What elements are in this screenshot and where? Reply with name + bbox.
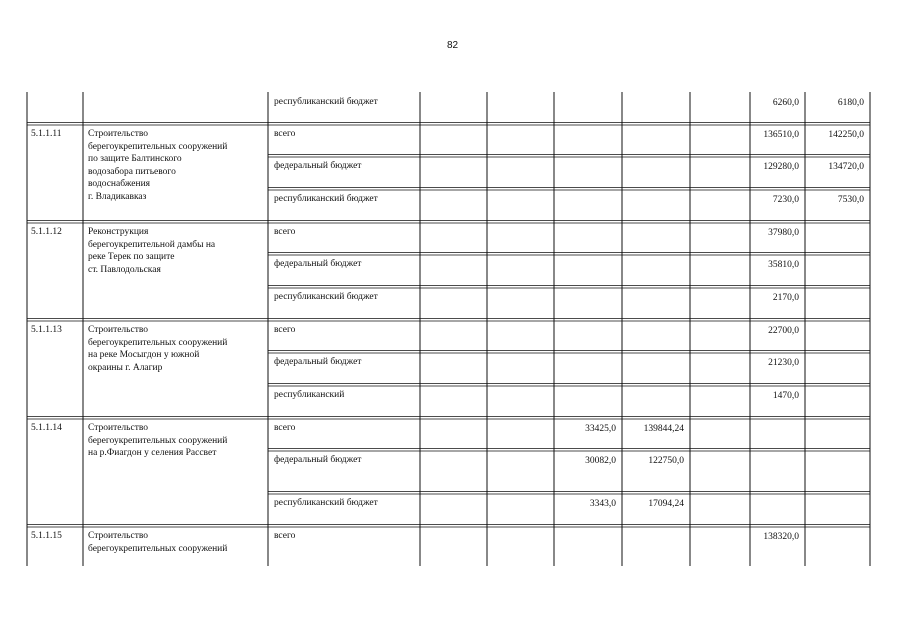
funding-source: республиканский бюджет xyxy=(274,194,378,204)
amount-value: 22700,0 xyxy=(768,326,799,336)
amount-value: 134720,0 xyxy=(828,162,864,172)
funding-source: федеральный бюджет xyxy=(274,161,362,171)
funding-source: федеральный бюджет xyxy=(274,455,362,465)
funding-source: всего xyxy=(274,227,296,237)
amount-value: 136510,0 xyxy=(763,130,799,140)
amount-value: 142250,0 xyxy=(828,130,864,140)
row-code: 5.1.1.15 xyxy=(31,531,62,541)
page-number: 82 xyxy=(446,40,459,51)
funding-source: федеральный бюджет xyxy=(274,357,362,367)
amount-value: 1470,0 xyxy=(772,391,799,401)
amount-value: 30082,0 xyxy=(585,456,616,466)
row-name-line: Строительство xyxy=(88,325,149,335)
row-name-line: берегоукрепительных сооружений xyxy=(88,435,228,446)
row-name-line: берегоукрепительных сооружений xyxy=(88,543,228,554)
row-code: 5.1.1.13 xyxy=(31,325,62,335)
amount-value: 139844,24 xyxy=(643,424,684,434)
funding-source: федеральный бюджет xyxy=(274,259,362,269)
funding-source: всего xyxy=(274,129,296,139)
amount-value: 17094,24 xyxy=(648,499,684,509)
row-name-line: ст. Павлодольская xyxy=(88,264,161,275)
amount-value: 37980,0 xyxy=(768,228,799,238)
amount-value: 33425,0 xyxy=(585,424,616,434)
row-code: 5.1.1.14 xyxy=(31,423,62,433)
funding-source: всего xyxy=(274,423,296,433)
funding-source: всего xyxy=(274,531,296,541)
amount-value: 21230,0 xyxy=(768,358,799,368)
amount-value: 7530,0 xyxy=(837,195,864,205)
row-code: 5.1.1.12 xyxy=(31,227,62,237)
row-name-line: на р.Фиагдон у селения Рассвет xyxy=(88,448,217,458)
row-name-line: на реке Мосыгдон у южной xyxy=(88,350,200,360)
row-name-line: Строительство xyxy=(88,129,149,139)
row-name-line: берегоукрепительных сооружений xyxy=(88,141,228,152)
row-name-line: по защите Балтинского xyxy=(88,154,182,164)
funding-source: республиканский бюджет xyxy=(274,97,378,107)
amount-value: 6260,0 xyxy=(772,98,799,108)
row-name-line: реке Терек по защите xyxy=(88,252,175,262)
row-name-line: водозабора питьевого xyxy=(88,166,176,177)
row-code: 5.1.1.11 xyxy=(31,129,62,139)
row-name-line: берегоукрепительной дамбы на xyxy=(88,239,216,250)
amount-value: 7230,0 xyxy=(772,195,799,205)
funding-source: республиканский xyxy=(274,390,345,400)
row-name-line: берегоукрепительных сооружений xyxy=(88,337,228,348)
row-name-line: Строительство xyxy=(88,423,149,433)
amount-value: 2170,0 xyxy=(772,293,799,303)
funding-source: республиканский бюджет xyxy=(274,498,378,508)
amount-value: 35810,0 xyxy=(768,260,799,270)
funding-source: республиканский бюджет xyxy=(274,292,378,302)
row-name-line: Реконструкция xyxy=(88,227,149,237)
row-name-line: Строительство xyxy=(88,531,149,541)
amount-value: 122750,0 xyxy=(648,456,684,466)
amount-value: 138320,0 xyxy=(763,532,799,542)
row-name-line: водоснабжения xyxy=(88,179,151,189)
amount-value: 3343,0 xyxy=(589,499,616,509)
row-name-line: г. Владикавказ xyxy=(88,191,147,202)
funding-source: всего xyxy=(274,325,296,335)
row-name-line: окраины г. Алагир xyxy=(88,362,163,373)
amount-value: 129280,0 xyxy=(763,162,799,172)
amount-value: 6180,0 xyxy=(837,98,864,108)
